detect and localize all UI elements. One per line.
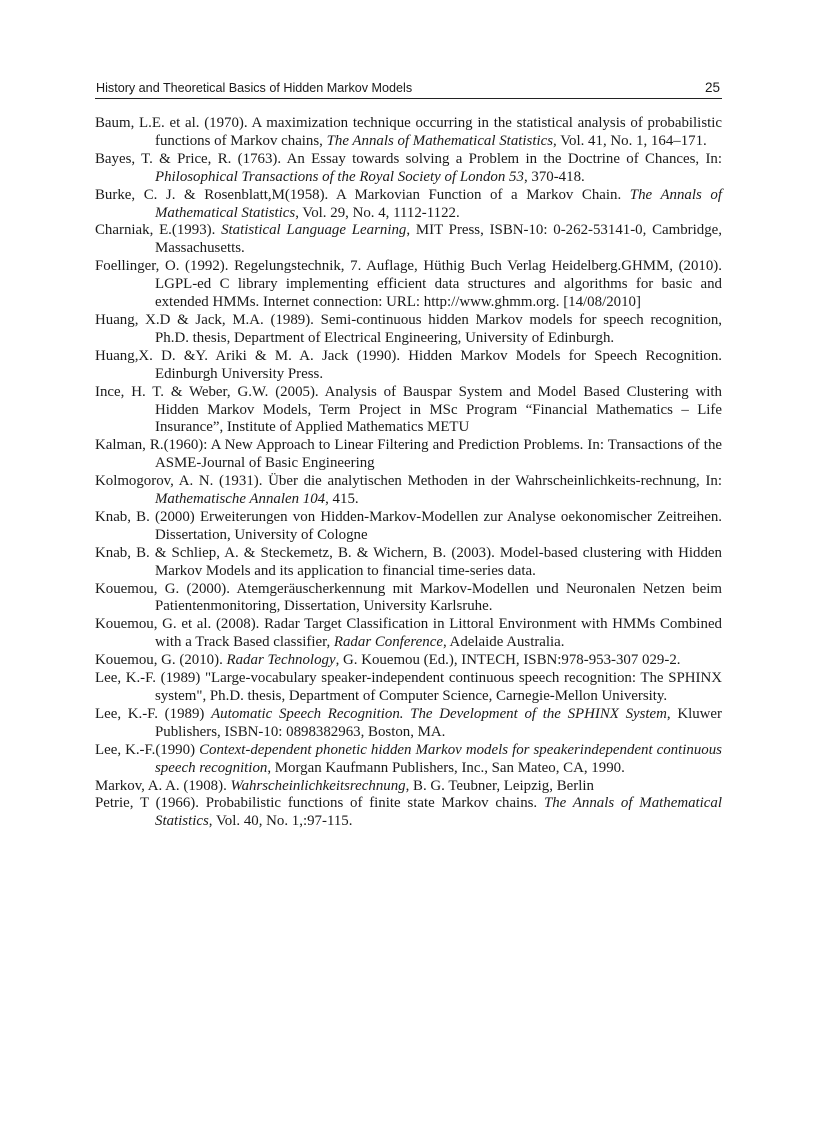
reference-entry: Markov, A. A. (1908). Wahrscheinlichkeitsrechnung, B. G. Teubner, Leipzig, Berlin [95,777,594,794]
reference-entry: Lee, K.-F.(1990) Context-dependent phonetic hidden Markov models for speakerindependent continuous speech recognition, Morgan Kaufmann Publishers, Inc., San Mateo, CA, 1990. [95,741,722,776]
reference-entry: Kouemou, G. (2000). Atemgeräuscherkennung mit Markov-Modellen und Neuronalen Netzen beim Patientenmonitoring, Dissertation, University Karlsruhe. [95,580,722,615]
reference-entry: Kalman, R.(1960): A New Approach to Linear Filtering and Prediction Problems. In: Transactions of the ASME-Journal of Basic Engineering [95,437,722,472]
reference-list [95,115,722,831]
reference-entry: Petrie, T (1966). Probabilistic functions of finite state Markov chains. The Annals of Mathematical Statistics, Vol. 40, No. 1,:97-115. [95,795,722,830]
reference-entry: Lee, K.-F. (1989) Automatic Speech Recognition. The Development of the SPHINX System, Kluwer Publishers, ISBN-10: 0898382963, Boston, MA. [95,705,722,740]
reference-entry: Huang, X.D & Jack, M.A. (1989). Semi-continuous hidden Markov models for speech recognition, Ph.D. thesis, Department of Electrical Engineering, University of Edinburgh. [95,311,722,346]
running-header-title: History and Theoretical Basics of Hidden Markov Models [96,81,413,95]
reference-entry: Foellinger, O. (1992). Regelungstechnik, 7. Auflage, Hüthig Buch Verlag Heidelberg.GHMM, (2010). LGPL-ed C library implementing efficient data structures and algorithms for basic and extended HMMs. Internet connection: URL: http://www.ghmm.org. [14/08/2010] [95,258,722,311]
reference-entry: Kolmogorov, A. N. (1931). Über die analytischen Methoden in der Wahrscheinlichkeits-rechnung, In: Mathematische Annalen 104, 415. [95,473,722,508]
reference-entry: Ince, H. T. & Weber, G.W. (2005). Analysis of Bauspar System and Model Based Clustering with Hidden Markov Models, Term Project in MSc Program “Financial Mathematics – Life Insurance”, Institute of Applied Mathematics METU [95,383,722,436]
reference-entry: Knab, B. (2000) Erweiterungen von Hidden-Markov-Modellen zur Analyse oekonomischer Zeitreihen. Dissertation, University of Cologne [95,508,722,543]
reference-entry: Bayes, T. & Price, R. (1763). An Essay towards solving a Problem in the Doctrine of Chances, In: Philosophical Transactions of the Royal Society of London 53, 370-418. [95,150,722,185]
reference-entry: Huang,X. D. &Y. Ariki & M. A. Jack (1990). Hidden Markov Models for Speech Recognition. Edinburgh University Press. [95,347,722,382]
page-number: 25 [704,80,720,95]
reference-entry: Lee, K.-F. (1989) "Large-vocabulary speaker-independent continuous speech recognition: The SPHINX system", Ph.D. thesis, Department of Computer Science, Carnegie-Mellon University. [95,670,722,704]
reference-entry: Burke, C. J. & Rosenblatt,M(1958). A Markovian Function of a Markov Chain. The Annals of Mathematical Statistics, Vol. 29, No. 4, 1112-1122. [95,186,722,221]
reference-entry: Knab, B. & Schliep, A. & Steckemetz, B. & Wichern, B. (2003). Model-based clustering with Hidden Markov Models and its application to financial time-series data. [95,544,722,579]
reference-entry: Kouemou, G. (2010). Radar Technology, G. Kouemou (Ed.), INTECH, ISBN:978-953-307 029-2. [95,652,681,669]
running-header [95,78,722,99]
reference-entry: Kouemou, G. et al. (2008). Radar Target Classification in Littoral Environment with HMMs Combined with a Track Based classifier, Radar Conference, Adelaide Australia. [95,616,722,651]
reference-entry: Baum, L.E. et al. (1970). A maximization technique occurring in the statistical analysis of probabilistic functions of Markov chains, The Annals of Mathematical Statistics, Vol. 41, No. 1, 164–171. [95,115,722,149]
reference-entry: Charniak, E.(1993). Statistical Language Learning, MIT Press, ISBN-10: 0-262-53141-0, Cambridge, Massachusetts. [95,222,722,257]
